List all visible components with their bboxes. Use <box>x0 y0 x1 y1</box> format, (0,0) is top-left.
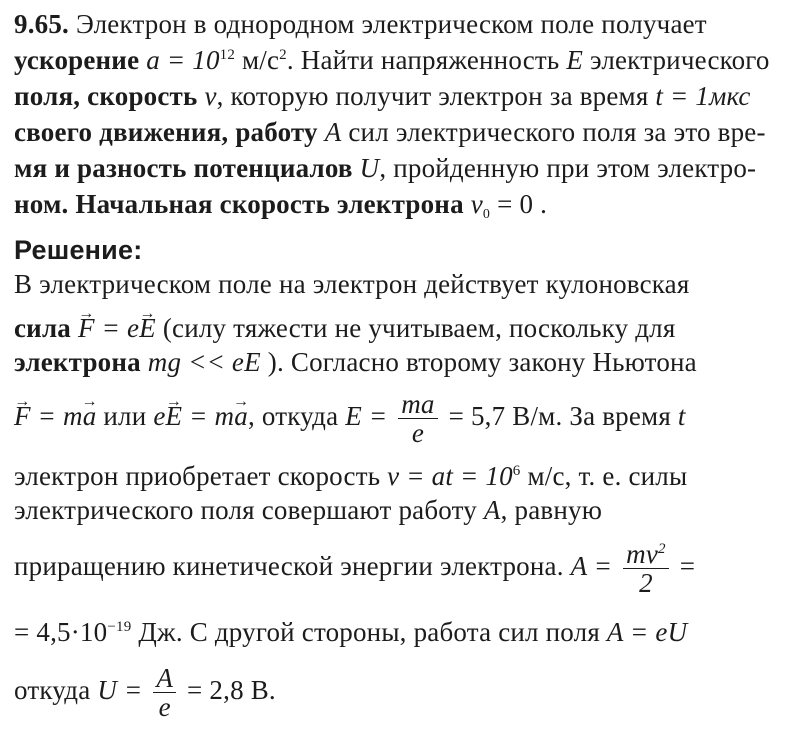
solution-line-7: приращению кинетической энергии электрона. A = $\frac{mv^2}{2}$ = <box>14 539 696 599</box>
solution-line-3: электрона mg << eE ). Согласно второму закону Ньютона <box>14 347 697 377</box>
problem-line-5: мя и разность потенциалов U, пройденную при этом электро- <box>14 153 757 183</box>
problem-line-2: ускорение $a = 10^{12}$ $м/с^2$. Найти напряженность E электрического <box>14 45 770 75</box>
solution-line-8: = $4,5\cdot 10^{-19}$ Дж. С другой стороны, работа сил поля A = eU <box>14 617 688 647</box>
solution-line-4: → F = m→ a или e→ E = m→ a, откуда E = $\frac{ma}{e}$ = 5,7 В/м. За время t <box>14 388 686 447</box>
fraction-A-over-e: $\frac{A}{e}$ <box>153 664 176 721</box>
problem-line-6: ном. Начальная скорость электрона $v_0 = 0$ . <box>14 189 548 222</box>
problem-number: 9.65. <box>14 9 69 39</box>
problem-line-4: своего движения, работу A сил электрического поля за это вре- <box>14 117 766 147</box>
solution-line-1: В электрическом поле на электрон действует кулоновская <box>14 269 690 299</box>
solution-line-9: откуда U = $\frac{A}{e}$ = 2,8 В. <box>14 663 276 723</box>
solution-line-2: сила → F = e→ E (силу тяжести не учитываем, поскольку для <box>14 312 675 344</box>
fraction-ma-over-e: $\frac{ma}{e}$ <box>398 390 437 447</box>
solution-line-5: электрон приобретает скорость v = at = $10^6$ м/с, т. е. силы <box>14 461 688 491</box>
problem-line-1: 9.65. Электрон в однородном электрическом поле получает <box>14 9 707 39</box>
solution-heading: Решение: <box>14 235 143 265</box>
problem-line-3: поля, скорость v, которую получит электрон за время t = 1мкс <box>14 81 751 111</box>
solution-line-6: электрического поля совершают работу A, равную <box>14 495 603 525</box>
fraction-mv2-over-2: $\frac{mv^2}{2}$ <box>623 540 669 597</box>
